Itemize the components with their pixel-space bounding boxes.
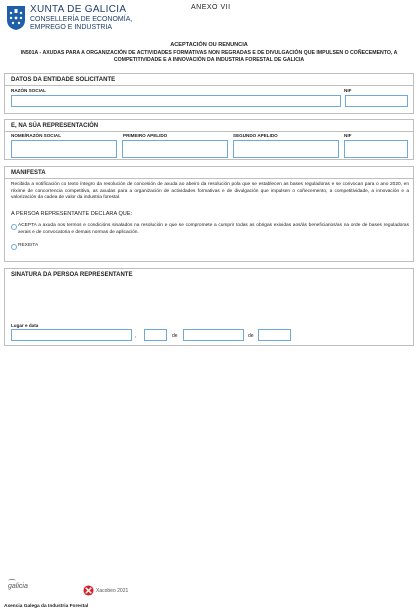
agency-name: Axencia Galega da Industria Forestal (4, 604, 89, 609)
representative-section (4, 119, 414, 160)
month-field[interactable] (183, 329, 244, 341)
department-line-1: CONSELLERÍA DE ECONOMÍA, (30, 16, 133, 23)
signature-section-title: SINATURA DA PERSOA REPRESENTANTE (11, 272, 133, 278)
company-name-field[interactable] (11, 95, 341, 107)
accept-option-label: ACEPTA a axuda nos termos e condicións sinalados na resolución e que se compromete a cumprir todas as obrigas exixidas aos/ás beneficiarios/as na orde de bases reguladoras xerais e de convocatoria e demais normas de aplicación. (18, 223, 409, 235)
signature-section (4, 268, 414, 346)
rep-nif-label: NIF (344, 133, 352, 138)
rep-surname1-label: PRIMEIRO APELIDO (123, 133, 168, 138)
manifest-text: Recibida a notificación co texto íntegro da resolución de concesión de axuda ao abeiro da resolución pola que se establecen as bases reguladoras e se convocan para o ano 2020, en réxime de concorrencia competitiva, as axudas para a organización de actividades formativas e de divulgación que impulsen o coñecemento, a competitividade, a innovación e a valorización da cadea de valor da industria forestal. (11, 182, 409, 201)
manifest-section (4, 166, 414, 262)
place-field[interactable] (11, 329, 132, 341)
document-subtitle: IN501A - AXUDAS PARA A ORGANIZACIÓN DE ACTIVIDADES FORMATIVAS NON REGRADAS E DE DIVULGACIÓN QUE IMPULSEN O COÑECEMENTO, A COMPETITIVIDADE E A INNOVACIÓN DA INDUSTRIA FORESTAL DE GALICIA (20, 50, 398, 63)
xunta-coat-of-arms-logo (6, 5, 26, 31)
annex-label: ANEXO VII (191, 4, 231, 11)
year-field[interactable] (258, 329, 291, 341)
section-divider (5, 178, 413, 179)
representative-section-title: E, NA SÚA REPRESENTACIÓN (11, 123, 99, 129)
org-name: XUNTA DE GALICIA (30, 4, 127, 15)
applicant-nif-field[interactable] (345, 95, 408, 107)
galicia-logo: galicia (8, 583, 28, 590)
section-divider (5, 131, 413, 132)
accept-radio[interactable] (11, 224, 17, 230)
reject-radio[interactable] (11, 244, 17, 250)
applicant-nif-label: NIF (344, 88, 352, 93)
rep-name-label: NOME/RAZÓN SOCIAL (11, 133, 62, 138)
department-line-2: EMPREGO E INDUSTRIA (30, 24, 113, 31)
de-separator-1: de (172, 333, 178, 339)
applicant-section (4, 73, 414, 114)
document-title: ACEPTACIÓN OU RENUNCIA (170, 42, 248, 48)
day-field[interactable] (144, 329, 167, 341)
reject-option-label: REXEITA (18, 243, 39, 248)
xacobeo-logo-text: Xacobeo 2021 (96, 588, 129, 594)
place-date-label: Lugar e data (11, 323, 39, 328)
org-block (30, 4, 132, 32)
rep-surname1-field[interactable] (122, 140, 228, 158)
xacobeo-logo-icon (83, 585, 94, 596)
applicant-section-title: DATOS DA ENTIDADE SOLICITANTE (11, 77, 116, 83)
rep-name-field[interactable] (11, 140, 117, 158)
rep-surname2-label: SEGUNDO APELIDO (233, 133, 278, 138)
rep-nif-field[interactable] (344, 140, 408, 158)
de-separator-2: de (248, 333, 254, 339)
rep-surname2-field[interactable] (233, 140, 339, 158)
declaration-label: A PERSOA REPRESENTANTE DECLARA QUE: (11, 211, 133, 217)
section-divider (5, 85, 413, 86)
company-name-label: RAZÓN SOCIAL (11, 88, 46, 93)
galicia-logo-mark (8, 579, 16, 582)
manifest-section-title: MANIFESTA (11, 170, 46, 176)
comma-separator: , (135, 333, 137, 339)
